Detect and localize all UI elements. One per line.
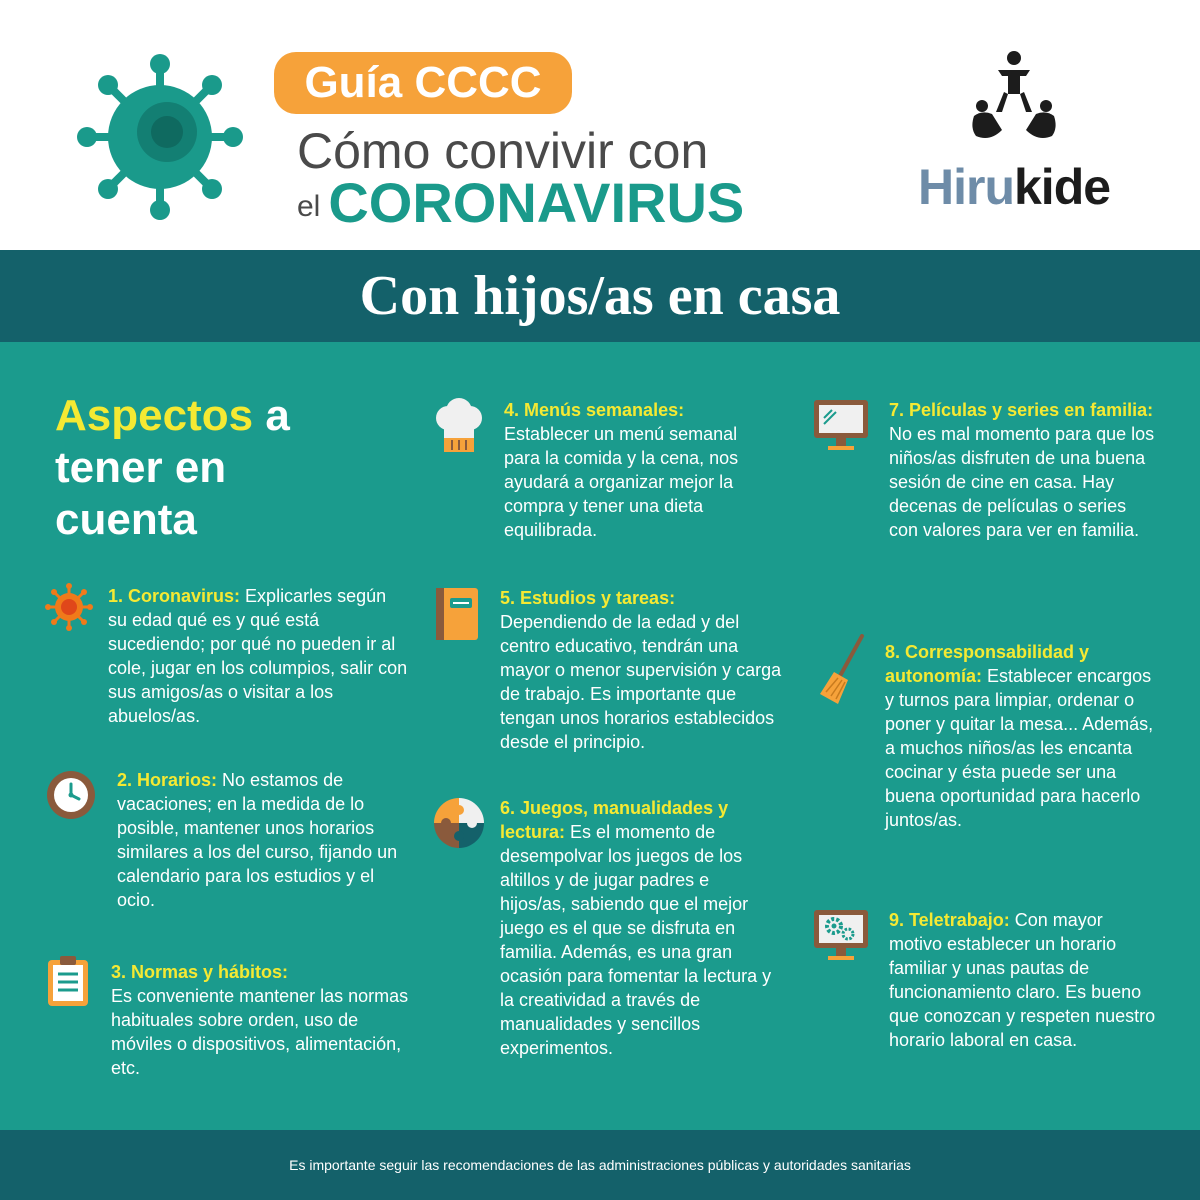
puzzle-icon (432, 796, 486, 850)
aspects-heading (55, 390, 290, 546)
hirukide-logo (918, 158, 1110, 216)
notebook-icon (434, 586, 480, 642)
logo-hiru: Hiru (918, 159, 1014, 215)
monitor-icon (812, 398, 870, 452)
item-text: Es conveniente mantener las normas habituales sobre orden, uso de móviles o dispositivos, alimentación, etc. (111, 986, 409, 1078)
subtitle-coronavirus: CORONAVIRUS (328, 171, 745, 234)
virus-icon (44, 582, 94, 632)
clipboard-icon (46, 954, 90, 1008)
subtitle-line1: Cómo convivir con (297, 123, 709, 179)
list-item (108, 584, 408, 728)
gears-monitor-icon (812, 908, 870, 962)
virus-icon (75, 52, 245, 222)
people-figure-icon (968, 50, 1060, 142)
chef-hat-icon (434, 398, 484, 456)
item-text: Dependiendo de la edad y del centro educativo, tendrán una mayor o menor supervisión y carga de trabajo. Es importante que tengan unos horarios establecidos desde el principio. (500, 612, 782, 752)
item-text: No es mal momento para que los niños/as disfruten de una buena sesión de cine en casa. Hay decenas de películas o series con valores para ver en familia. (889, 424, 1155, 540)
list-item (111, 960, 411, 1080)
footer-text: Es importante seguir las recomendaciones de las administraciones públicas y autoridades sanitarias (289, 1157, 911, 1173)
item-text: Explicarles según su edad qué es y qué está sucediendo; por qué no pueden ir al cole, jugar en los columpios, salir con sus amigos/as o visitar a los abuelos/as. (108, 586, 408, 726)
list-item (117, 768, 407, 912)
header (0, 0, 1200, 250)
item-text: Es el momento de desempolvar los juegos de los altillos y de jugar padres e hijos/as, sabiendo que el mejor juego es el que se disfruta en familia. Además, es una gran ocasión para fomentar la lectura y la creatividad a través de manualidades y sencillos experimentos. (500, 822, 772, 1058)
list-item (500, 796, 775, 1060)
item-title: 3. Normas y hábitos: (111, 962, 289, 982)
logo-kide: kide (1014, 159, 1111, 215)
guide-badge: Guía CCCC (274, 52, 572, 114)
heading-line3: cuenta (55, 495, 197, 544)
list-item (889, 398, 1159, 542)
clock-icon (46, 770, 96, 820)
list-item (500, 586, 785, 754)
item-title: 1. Coronavirus: (108, 586, 241, 606)
item-title: 6. Juegos, manualidades y lectura: (500, 798, 729, 842)
item-title: 9. Teletrabajo: (889, 910, 1010, 930)
section-band (0, 250, 1200, 342)
main-content (0, 342, 1200, 1130)
item-title: 8. Corresponsabilidad y autonomía: (885, 642, 1090, 686)
item-text: Establecer encargos y turnos para limpiar, ordenar o poner y quitar la mesa... Además, a muchos niños/as les encanta cocinar y ésta puede ser una buena oportunidad para hacerlo juntos/as. (885, 666, 1154, 830)
item-title: 2. Horarios: (117, 770, 218, 790)
subtitle-el: el (297, 190, 321, 223)
item-title: 5. Estudios y tareas: (500, 588, 676, 608)
item-text: No estamos de vacaciones; en la medida de lo posible, mantener unos horarios similares a los del curso, fijando un calendario para los estudios y el ocio. (117, 770, 398, 910)
item-title: 4. Menús semanales: (504, 400, 685, 420)
heading-yellow-word: Aspectos (55, 391, 254, 440)
broom-icon (818, 634, 868, 706)
list-item (885, 640, 1160, 832)
item-text: Establecer un menú semanal para la comida y la cena, nos ayudará a organizar mejor la compra y tener una dieta equilibrada. (504, 424, 739, 540)
heading-a: a (265, 391, 290, 440)
subtitle-line2 (297, 170, 744, 235)
item-text: Con mayor motivo establecer un horario familiar y unas pautas de funcionamiento claro. Es bueno que conozcan y respeten nuestro horario laboral en casa. (889, 910, 1156, 1050)
list-item (889, 908, 1159, 1052)
heading-line2: tener en (55, 443, 227, 492)
section-title: Con hijos/as en casa (359, 265, 841, 327)
list-item (504, 398, 774, 542)
item-title: 7. Películas y series en familia: (889, 400, 1154, 420)
footer (0, 1130, 1200, 1200)
